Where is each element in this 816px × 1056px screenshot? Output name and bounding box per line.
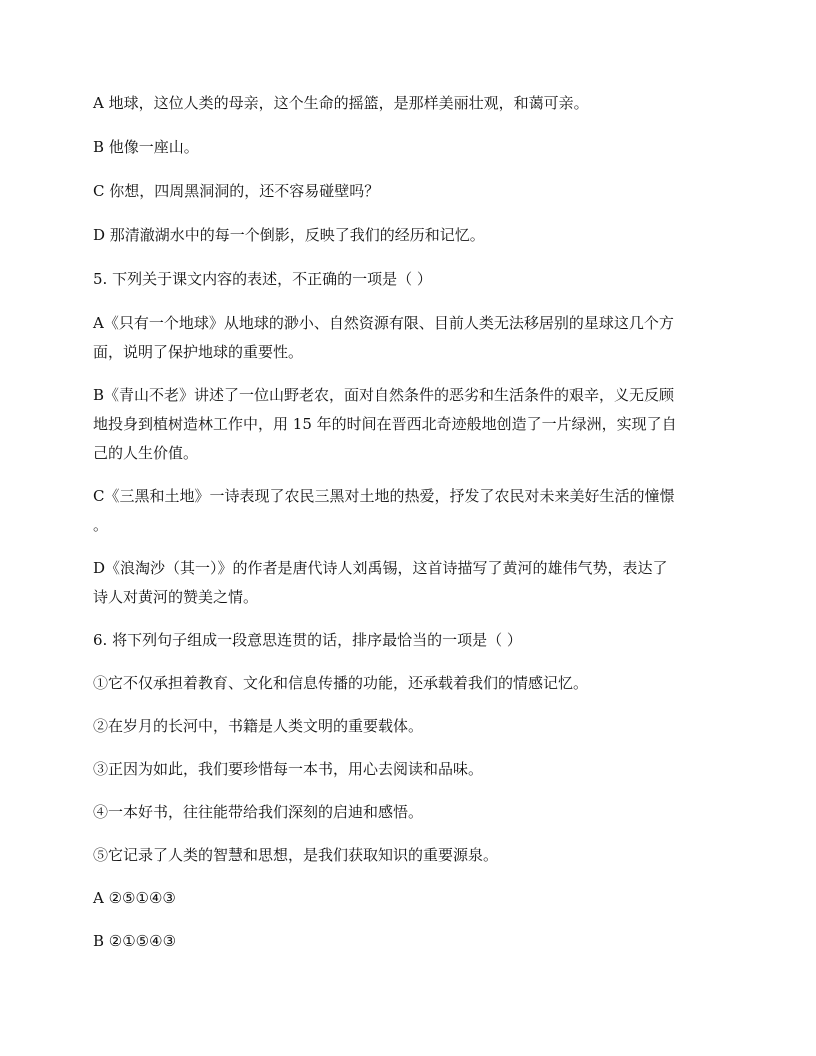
q4-option-b: B 他像一座山。 (93, 138, 199, 156)
q4-option-c: C 你想，四周黑洞洞的，还不容易碰壁吗？ (93, 182, 380, 200)
q5-option-b-line2: 地投身到植树造林工作中，用 15 年的时间在晋西北奇迹般地创造了一片绿洲，实现了自 (93, 415, 677, 433)
question-content (93, 92, 729, 952)
q5-option-b (93, 384, 729, 464)
q6-option-a: A ②⑤①④③ (93, 889, 176, 907)
q5-option-c-line2: 。 (93, 516, 109, 534)
q6-stem: 6. 将下列句子组成一段意思连贯的话，排序最恰当的一项是（ ） (93, 631, 522, 649)
q4-option-a: A 地球，这位人类的母亲，这个生命的摇篮，是那样美丽壮观，和蔼可亲。 (93, 94, 589, 112)
q5-option-b-line3: 己的人生价值。 (93, 444, 199, 462)
q5-option-d-line1: D《浪淘沙（其一）》的作者是唐代诗人刘禹锡，这首诗描写了黄河的雄伟气势，表达了 (93, 559, 668, 577)
q5-option-a (93, 312, 729, 363)
q5-option-d (93, 557, 729, 608)
q5-option-a-line1: A《只有一个地球》从地球的渺小、自然资源有限、目前人类无法移居别的星球这几个方 (93, 314, 674, 332)
q6-sentence-5: ⑤它记录了人类的智慧和思想，是我们获取知识的重要源泉。 (93, 846, 499, 864)
q4-option-d: D 那清澈湖水中的每一个倒影，反映了我们的经历和记忆。 (93, 226, 485, 244)
q5-option-c (93, 485, 729, 536)
q5-stem: 5. 下列关于课文内容的表述，不正确的一项是（ ） (93, 270, 432, 288)
q5-option-c-line1: C《三黑和土地》一诗表现了农民三黑对土地的热爱，抒发了农民对未来美好生活的憧憬 (93, 487, 675, 505)
q6-option-b: B ②①⑤④③ (93, 932, 177, 950)
q6-sentence-4: ④一本好书，往往能带给我们深刻的启迪和感悟。 (93, 803, 424, 821)
q6-sentence-3: ③正因为如此，我们要珍惜每一本书，用心去阅读和品味。 (93, 760, 484, 778)
q6-sentence-2: ②在岁月的长河中，书籍是人类文明的重要载体。 (93, 717, 424, 735)
q6-sentence-1: ①它不仅承担着教育、文化和信息传播的功能，还承载着我们的情感记忆。 (93, 674, 589, 692)
q5-option-b-line1: B《青山不老》讲述了一位山野老农，面对自然条件的恶劣和生活条件的艰辛，义无反顾 (93, 386, 675, 404)
q5-option-d-line2: 诗人对黄河的赞美之情。 (93, 588, 259, 606)
q5-option-a-line2: 面，说明了保护地球的重要性。 (93, 343, 304, 361)
